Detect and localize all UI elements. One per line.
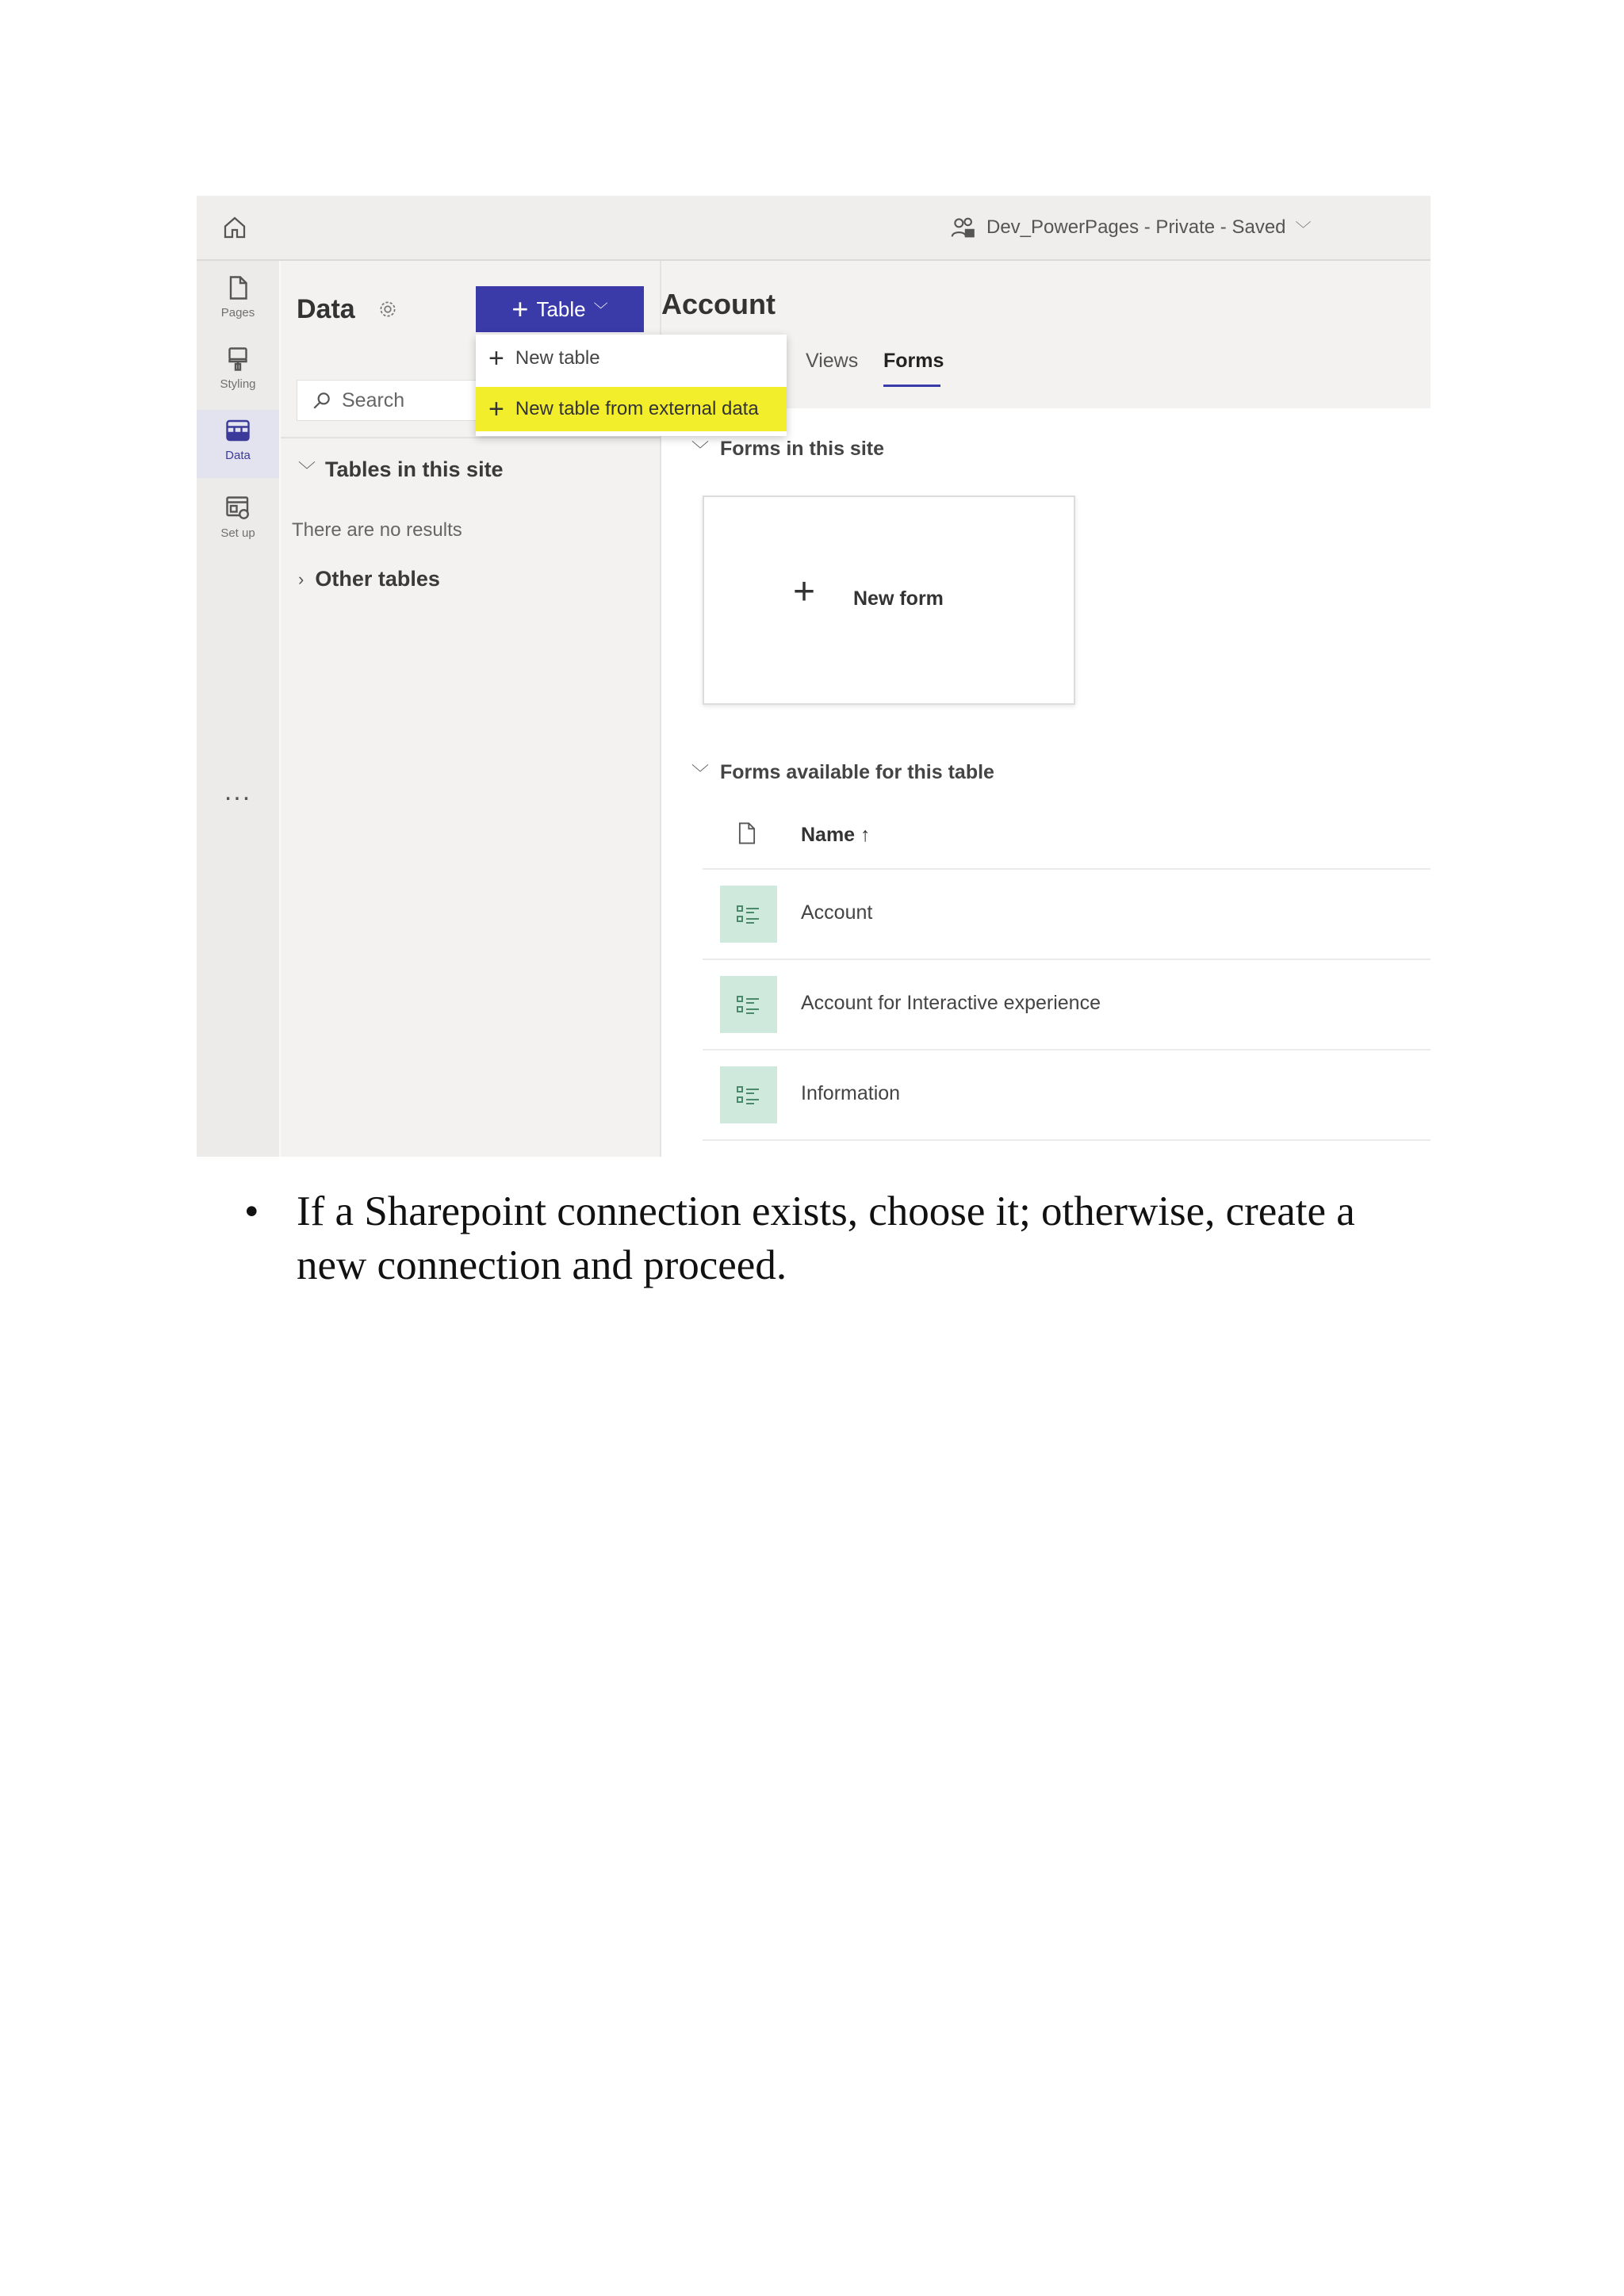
form-name: Account: [801, 901, 873, 924]
rail-label: Data: [225, 449, 251, 462]
paintbrush-icon: [224, 345, 252, 373]
other-tables-label: Other tables: [315, 567, 440, 591]
screenshot: [197, 196, 1431, 1157]
plus-icon: +: [488, 394, 504, 424]
chevron-down-icon: ﹀: [691, 763, 710, 783]
table-header: [703, 806, 1431, 870]
more-icon[interactable]: ...: [224, 776, 252, 806]
tables-in-site-toggle[interactable]: [298, 457, 504, 482]
table-row[interactable]: [703, 960, 1431, 1050]
menu-item-new-table-external[interactable]: [476, 387, 787, 431]
nav-rail: [197, 261, 279, 1157]
rail-label: Set up: [220, 526, 255, 540]
chevron-down-icon: ﹀: [691, 440, 710, 460]
table-row[interactable]: [703, 870, 1431, 960]
form-name: Information: [801, 1082, 901, 1104]
active-tab-indicator: [883, 385, 940, 387]
tab-forms[interactable]: Forms: [883, 350, 944, 372]
setup-icon: [224, 494, 252, 522]
no-results-text: There are no results: [292, 519, 462, 541]
page-icon: [224, 274, 252, 302]
bullet-marker: •: [244, 1188, 259, 1234]
page-title: Account: [661, 288, 776, 320]
chevron-down-icon: ﹀: [593, 302, 608, 318]
search-placeholder: Search: [342, 388, 405, 411]
other-tables-toggle[interactable]: [298, 567, 440, 591]
table-grid-icon: [224, 416, 252, 445]
gear-icon[interactable]: [377, 299, 398, 320]
form-icon: [720, 976, 777, 1033]
table-row[interactable]: [703, 1050, 1431, 1141]
plus-icon: +: [488, 343, 504, 373]
pane-title: Data: [297, 294, 355, 324]
form-icon: [720, 1066, 777, 1123]
file-icon: [736, 821, 758, 846]
environment-label: Dev_PowerPages - Private - Saved: [986, 216, 1286, 238]
form-icon: [720, 886, 777, 943]
tab-views[interactable]: Views: [806, 350, 859, 372]
forms-in-site-label: Forms in this site: [720, 438, 884, 460]
top-bar: [197, 196, 1431, 261]
menu-item-label: New table from external data: [515, 398, 759, 419]
rail-item-pages[interactable]: [197, 267, 279, 335]
new-form-label: New form: [853, 587, 944, 610]
rail-label: Pages: [220, 306, 255, 320]
rail-item-setup[interactable]: [197, 488, 279, 556]
rail-item-data[interactable]: [197, 410, 279, 478]
table-dropdown-menu: [476, 335, 787, 436]
bullet-text: If a Sharepoint connection exists, choose it; otherwise, create a new connection and proceed.: [297, 1188, 1355, 1288]
chevron-down-icon: ﹀: [1295, 220, 1312, 239]
people-icon: [950, 214, 977, 241]
rail-item-styling[interactable]: [197, 339, 279, 407]
forms-available-label: Forms available for this table: [720, 761, 994, 783]
forms-available-toggle[interactable]: [691, 760, 994, 785]
search-icon: [312, 390, 332, 411]
add-table-label: Table: [536, 297, 586, 321]
form-name: Account for Interactive experience: [801, 992, 1101, 1014]
plus-icon: +: [511, 293, 529, 325]
search-input[interactable]: [297, 380, 479, 421]
menu-item-label: New table: [515, 347, 600, 369]
add-table-button[interactable]: [476, 286, 644, 332]
environment-selector[interactable]: [950, 210, 1312, 245]
chevron-down-icon: ﹀: [298, 461, 316, 480]
divider: [281, 437, 660, 438]
plus-icon: +: [793, 571, 816, 613]
menu-item-new-table[interactable]: [476, 336, 787, 381]
tables-in-site-label: Tables in this site: [325, 457, 504, 481]
chevron-right-icon: ›: [298, 568, 304, 589]
home-icon[interactable]: [220, 213, 249, 242]
new-form-card[interactable]: [703, 496, 1075, 705]
name-column-header[interactable]: Name ↑: [801, 824, 871, 846]
rail-label: Styling: [220, 377, 256, 391]
forms-in-site-toggle[interactable]: [691, 437, 884, 461]
